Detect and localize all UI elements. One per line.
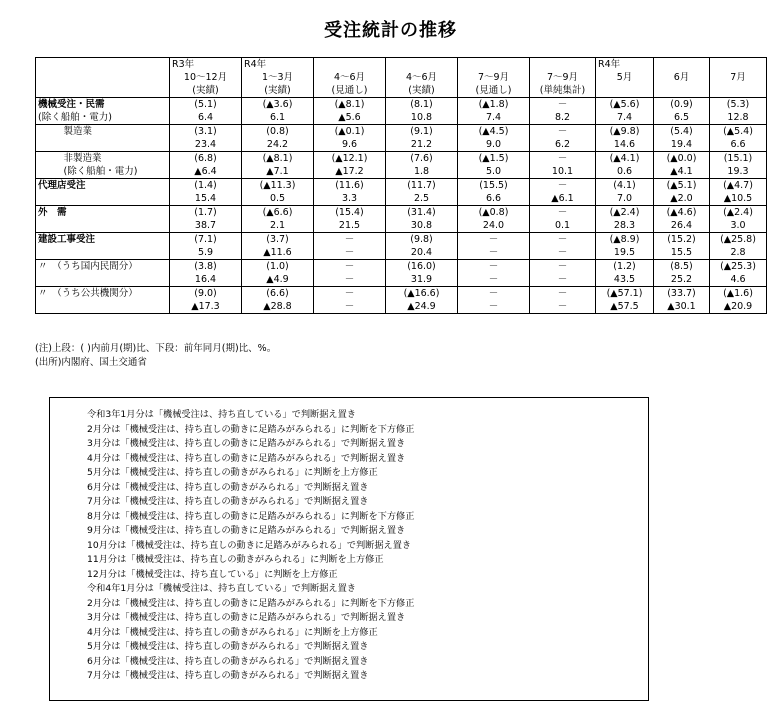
- assessment-line: 6月分は「機械受注は、持ち直しの動きがみられる」で判断据え置き: [87, 481, 369, 493]
- value-cell-upper: (▲8.1): [314, 98, 386, 112]
- value-cell-lower: 9.6: [314, 138, 386, 152]
- value-cell-lower: 16.4: [170, 273, 242, 287]
- value-cell-lower: 19.3: [710, 165, 767, 179]
- value-cell-upper: －: [314, 287, 386, 301]
- value-cell-lower: ▲10.5: [710, 192, 767, 206]
- value-cell-lower: ▲4.1: [654, 165, 710, 179]
- row-label: 代理店受注: [36, 179, 170, 193]
- value-cell-upper: (8.1): [386, 98, 458, 112]
- value-cell-upper: (▲16.6): [386, 287, 458, 301]
- value-cell-upper: (▲4.6): [654, 206, 710, 220]
- value-cell-lower: 1.8: [386, 165, 458, 179]
- value-cell-lower: －: [314, 273, 386, 287]
- header-row: [36, 84, 767, 98]
- row-label: 〃 （うち公共機関分）: [36, 287, 170, 301]
- header-cell: [654, 84, 710, 98]
- row-sublabel: (除く船舶・電力): [36, 111, 170, 125]
- value-cell-lower: 7.4: [458, 111, 530, 125]
- value-cell-upper: －: [458, 287, 530, 301]
- value-cell-upper: (11.7): [386, 179, 458, 193]
- value-cell-lower: －: [530, 273, 596, 287]
- value-cell-upper: (▲9.8): [596, 125, 654, 139]
- value-cell-upper: (▲0.8): [458, 206, 530, 220]
- table-note: (注)上段：( )内前月(期)比、下段：前年同月(期)比、%。: [35, 343, 277, 354]
- assessment-line: 令和3年1月分は「機械受注は、持ち直している」で判断据え置き: [87, 409, 356, 420]
- assessment-line: 9月分は「機械受注は、持ち直しの動きに足踏みがみられる」で判断据え置き: [87, 525, 406, 536]
- header-cell: [710, 58, 767, 72]
- value-cell-upper: (▲5.6): [596, 98, 654, 112]
- table-row: [36, 152, 767, 166]
- value-cell-lower: ▲6.4: [170, 165, 242, 179]
- value-cell-lower: 0.6: [596, 165, 654, 179]
- header-cell: 4～6月: [314, 71, 386, 84]
- assessment-line: 7月分は「機械受注は、持ち直しの動きがみられる」で判断据え置き: [87, 496, 369, 507]
- header-cell: (実績): [242, 84, 314, 98]
- value-cell-lower: ▲20.9: [710, 300, 767, 314]
- assessment-box: [49, 397, 649, 701]
- value-cell-lower: 15.4: [170, 192, 242, 206]
- value-cell-lower: ▲5.6: [314, 111, 386, 125]
- table-row: [36, 138, 767, 152]
- value-cell-lower: ▲28.8: [242, 300, 314, 314]
- value-cell-lower: 21.2: [386, 138, 458, 152]
- value-cell-lower: 14.6: [596, 138, 654, 152]
- row-label: 非製造業: [50, 152, 170, 166]
- value-cell-lower: 20.4: [386, 246, 458, 260]
- value-cell-upper: －: [530, 179, 596, 193]
- value-cell-lower: 12.8: [710, 111, 767, 125]
- value-cell-lower: 5.0: [458, 165, 530, 179]
- header-cell: (見通し): [458, 84, 530, 98]
- value-cell-lower: 15.5: [654, 246, 710, 260]
- value-cell-upper: (6.6): [242, 287, 314, 301]
- value-cell-lower: 26.4: [654, 219, 710, 233]
- page-title: 受注統計の推移: [324, 20, 457, 41]
- value-cell-lower: 21.5: [314, 219, 386, 233]
- value-cell-lower: ▲57.5: [596, 300, 654, 314]
- value-cell-upper: (▲11.3): [242, 179, 314, 193]
- value-cell-upper: (▲57.1): [596, 287, 654, 301]
- row-sublabel: [36, 300, 170, 314]
- value-cell-lower: 5.9: [170, 246, 242, 260]
- header-cell: [654, 58, 710, 72]
- row-sublabel: [36, 219, 170, 233]
- value-cell-upper: (0.8): [242, 125, 314, 139]
- header-cell: [530, 58, 596, 72]
- value-cell-upper: (33.7): [654, 287, 710, 301]
- header-cell: R4年: [242, 58, 314, 72]
- value-cell-upper: (7.1): [170, 233, 242, 247]
- value-cell-lower: 9.0: [458, 138, 530, 152]
- header-cell: [596, 84, 654, 98]
- value-cell-upper: (▲25.8): [710, 233, 767, 247]
- header-cell: [386, 58, 458, 72]
- source-note: (出所)内閣府、国土交通省: [35, 357, 147, 368]
- value-cell-lower: 25.2: [654, 273, 710, 287]
- value-cell-lower: 19.5: [596, 246, 654, 260]
- value-cell-lower: －: [314, 300, 386, 314]
- value-cell-lower: 8.2: [530, 111, 596, 125]
- value-cell-lower: 19.4: [654, 138, 710, 152]
- value-cell-lower: 0.5: [242, 192, 314, 206]
- assessment-line: 11月分は「機械受注は、持ち直しの動きがみられる」に判断を上方修正: [87, 554, 384, 565]
- value-cell-lower: 43.5: [596, 273, 654, 287]
- value-cell-lower: 6.4: [170, 111, 242, 125]
- value-cell-upper: (▲1.6): [710, 287, 767, 301]
- value-cell-upper: －: [530, 260, 596, 274]
- value-cell-upper: (▲3.6): [242, 98, 314, 112]
- assessment-line: 6月分は「機械受注は、持ち直しの動きがみられる」で判断据え置き: [87, 655, 369, 667]
- row-gutter: [36, 138, 50, 152]
- value-cell-lower: －: [314, 246, 386, 260]
- assessment-line: 12月分は「機械受注は、持ち直している」に判断を上方修正: [87, 568, 338, 580]
- value-cell-lower: 30.8: [386, 219, 458, 233]
- value-cell-upper: －: [458, 233, 530, 247]
- value-cell-lower: ▲30.1: [654, 300, 710, 314]
- value-cell-lower: 28.3: [596, 219, 654, 233]
- table-row: [36, 219, 767, 233]
- row-sublabel: [36, 273, 170, 287]
- value-cell-upper: (0.9): [654, 98, 710, 112]
- value-cell-upper: －: [314, 260, 386, 274]
- header-cell: R3年: [170, 58, 242, 72]
- assessment-line: 5月分は「機械受注は、持ち直しの動きがみられる」で判断据え置き: [87, 641, 369, 652]
- value-cell-upper: (1.7): [170, 206, 242, 220]
- table-row: [36, 260, 767, 274]
- assessment-line: 5月分は「機械受注は、持ち直しの動きがみられる」に判断を上方修正: [87, 467, 378, 478]
- value-cell-lower: －: [530, 246, 596, 260]
- row-sublabel: [50, 138, 170, 152]
- order-statistics-table: [35, 57, 767, 314]
- row-gutter: [36, 152, 50, 166]
- row-label: 建設工事受注: [36, 233, 170, 247]
- value-cell-upper: (15.2): [654, 233, 710, 247]
- header-cell: [710, 84, 767, 98]
- value-cell-upper: (▲25.3): [710, 260, 767, 274]
- header-row: [36, 71, 767, 84]
- value-cell-upper: (3.1): [170, 125, 242, 139]
- header-cell: [36, 84, 170, 98]
- value-cell-lower: 2.5: [386, 192, 458, 206]
- table-row: [36, 192, 767, 206]
- value-cell-lower: 3.3: [314, 192, 386, 206]
- value-cell-upper: (▲0.0): [654, 152, 710, 166]
- value-cell-upper: (▲5.1): [654, 179, 710, 193]
- value-cell-upper: (1.0): [242, 260, 314, 274]
- value-cell-upper: (15.1): [710, 152, 767, 166]
- assessment-line: 3月分は「機械受注は、持ち直しの動きに足踏みがみられる」で判断据え置き: [87, 438, 406, 449]
- header-cell: R4年: [596, 58, 654, 72]
- value-cell-upper: (9.1): [386, 125, 458, 139]
- value-cell-upper: (▲8.9): [596, 233, 654, 247]
- row-gutter: [36, 125, 50, 139]
- value-cell-lower: 7.4: [596, 111, 654, 125]
- table-row: [36, 179, 767, 193]
- row-label: 製造業: [50, 125, 170, 139]
- value-cell-upper: (▲4.1): [596, 152, 654, 166]
- value-cell-upper: (5.4): [654, 125, 710, 139]
- value-cell-upper: －: [530, 287, 596, 301]
- header-cell: [36, 58, 170, 72]
- header-cell: 7月: [710, 71, 767, 84]
- table-row: [36, 287, 767, 301]
- value-cell-lower: －: [458, 300, 530, 314]
- value-cell-lower: 24.0: [458, 219, 530, 233]
- assessment-line: 令和4年1月分は「機械受注は、持ち直している」で判断据え置き: [87, 583, 356, 594]
- value-cell-lower: 23.4: [170, 138, 242, 152]
- value-cell-upper: (▲2.4): [596, 206, 654, 220]
- value-cell-upper: －: [314, 233, 386, 247]
- value-cell-upper: (3.8): [170, 260, 242, 274]
- assessment-line: 2月分は「機械受注は、持ち直しの動きに足踏みがみられる」に判断を下方修正: [87, 423, 415, 435]
- value-cell-upper: (5.3): [710, 98, 767, 112]
- value-cell-upper: (7.6): [386, 152, 458, 166]
- assessment-line: 2月分は「機械受注は、持ち直しの動きに足踏みがみられる」に判断を下方修正: [87, 597, 415, 609]
- header-cell: 4～6月: [386, 71, 458, 84]
- value-cell-upper: (9.0): [170, 287, 242, 301]
- value-cell-lower: ▲17.2: [314, 165, 386, 179]
- value-cell-lower: ▲7.1: [242, 165, 314, 179]
- value-cell-upper: (▲8.1): [242, 152, 314, 166]
- value-cell-lower: 6.1: [242, 111, 314, 125]
- row-label: 外 需: [36, 206, 170, 220]
- value-cell-lower: 10.8: [386, 111, 458, 125]
- assessment-list: [87, 408, 414, 684]
- value-cell-upper: (1.4): [170, 179, 242, 193]
- value-cell-lower: 0.1: [530, 219, 596, 233]
- value-cell-lower: ▲24.9: [386, 300, 458, 314]
- value-cell-upper: (9.8): [386, 233, 458, 247]
- table-row: [36, 125, 767, 139]
- value-cell-upper: (▲4.7): [710, 179, 767, 193]
- value-cell-lower: 6.6: [458, 192, 530, 206]
- value-cell-upper: (8.5): [654, 260, 710, 274]
- value-cell-lower: －: [458, 246, 530, 260]
- header-cell: (実績): [170, 84, 242, 98]
- row-label: 〃 （うち国内民間分）: [36, 260, 170, 274]
- value-cell-upper: (▲12.1): [314, 152, 386, 166]
- value-cell-upper: (1.2): [596, 260, 654, 274]
- header-cell: 7～9月: [530, 71, 596, 84]
- value-cell-upper: (4.1): [596, 179, 654, 193]
- table-row: [36, 246, 767, 260]
- value-cell-upper: －: [530, 233, 596, 247]
- value-cell-lower: 3.0: [710, 219, 767, 233]
- value-cell-lower: 31.9: [386, 273, 458, 287]
- header-row: [36, 58, 767, 72]
- header-cell: [36, 71, 170, 84]
- value-cell-lower: 38.7: [170, 219, 242, 233]
- value-cell-upper: (5.1): [170, 98, 242, 112]
- header-cell: 1～3月: [242, 71, 314, 84]
- row-sublabel: [36, 246, 170, 260]
- value-cell-upper: (15.5): [458, 179, 530, 193]
- table-row: [36, 111, 767, 125]
- assessment-line: 7月分は「機械受注は、持ち直しの動きがみられる」で判断据え置き: [87, 670, 369, 681]
- value-cell-upper: －: [530, 152, 596, 166]
- value-cell-upper: －: [530, 125, 596, 139]
- assessment-line: 3月分は「機械受注は、持ち直しの動きに足踏みがみられる」で判断据え置き: [87, 612, 406, 623]
- value-cell-upper: (▲4.5): [458, 125, 530, 139]
- table-row: [36, 165, 767, 179]
- value-cell-upper: (6.8): [170, 152, 242, 166]
- value-cell-upper: (▲6.6): [242, 206, 314, 220]
- header-cell: 6月: [654, 71, 710, 84]
- value-cell-lower: ▲4.9: [242, 273, 314, 287]
- header-cell: [458, 58, 530, 72]
- value-cell-lower: 2.8: [710, 246, 767, 260]
- header-cell: (単純集計): [530, 84, 596, 98]
- value-cell-lower: 2.1: [242, 219, 314, 233]
- value-cell-lower: －: [530, 300, 596, 314]
- value-cell-lower: －: [458, 273, 530, 287]
- table-row: [36, 233, 767, 247]
- value-cell-upper: (▲2.4): [710, 206, 767, 220]
- value-cell-upper: (16.0): [386, 260, 458, 274]
- row-sublabel: [36, 192, 170, 206]
- header-cell: 5月: [596, 71, 654, 84]
- header-cell: 10～12月: [170, 71, 242, 84]
- row-label: 機械受注・民需: [36, 98, 170, 112]
- value-cell-lower: 10.1: [530, 165, 596, 179]
- row-sublabel: (除く船舶・電力): [50, 165, 170, 179]
- header-cell: [314, 58, 386, 72]
- value-cell-lower: 7.0: [596, 192, 654, 206]
- table-row: [36, 98, 767, 112]
- table-row: [36, 300, 767, 314]
- value-cell-lower: ▲6.1: [530, 192, 596, 206]
- value-cell-upper: (▲0.1): [314, 125, 386, 139]
- header-cell: (見通し): [314, 84, 386, 98]
- value-cell-upper: (▲5.4): [710, 125, 767, 139]
- value-cell-upper: －: [530, 98, 596, 112]
- header-cell: (実績): [386, 84, 458, 98]
- value-cell-lower: 6.5: [654, 111, 710, 125]
- value-cell-upper: －: [458, 260, 530, 274]
- value-cell-upper: (31.4): [386, 206, 458, 220]
- assessment-line: 10月分は「機械受注は、持ち直しの動きに足踏みがみられる」で判断据え置き: [87, 539, 412, 551]
- value-cell-lower: 4.6: [710, 273, 767, 287]
- value-cell-lower: ▲11.6: [242, 246, 314, 260]
- table-row: [36, 273, 767, 287]
- value-cell-lower: 6.2: [530, 138, 596, 152]
- assessment-line: 4月分は「機械受注は、持ち直しの動きがみられる」に判断を上方修正: [87, 626, 378, 638]
- assessment-line: 4月分は「機械受注は、持ち直しの動きに足踏みがみられる」で判断据え置き: [87, 452, 406, 464]
- value-cell-upper: (11.6): [314, 179, 386, 193]
- value-cell-upper: (▲1.5): [458, 152, 530, 166]
- value-cell-upper: (3.7): [242, 233, 314, 247]
- assessment-line: 8月分は「機械受注は、持ち直しの動きに足踏みがみられる」に判断を下方修正: [87, 510, 415, 522]
- value-cell-lower: ▲2.0: [654, 192, 710, 206]
- header-cell: 7～9月: [458, 71, 530, 84]
- table-row: [36, 206, 767, 220]
- value-cell-lower: ▲17.3: [170, 300, 242, 314]
- row-gutter: [36, 165, 50, 179]
- value-cell-upper: (15.4): [314, 206, 386, 220]
- value-cell-lower: 6.6: [710, 138, 767, 152]
- value-cell-lower: 24.2: [242, 138, 314, 152]
- value-cell-upper: (▲1.8): [458, 98, 530, 112]
- value-cell-upper: －: [530, 206, 596, 220]
